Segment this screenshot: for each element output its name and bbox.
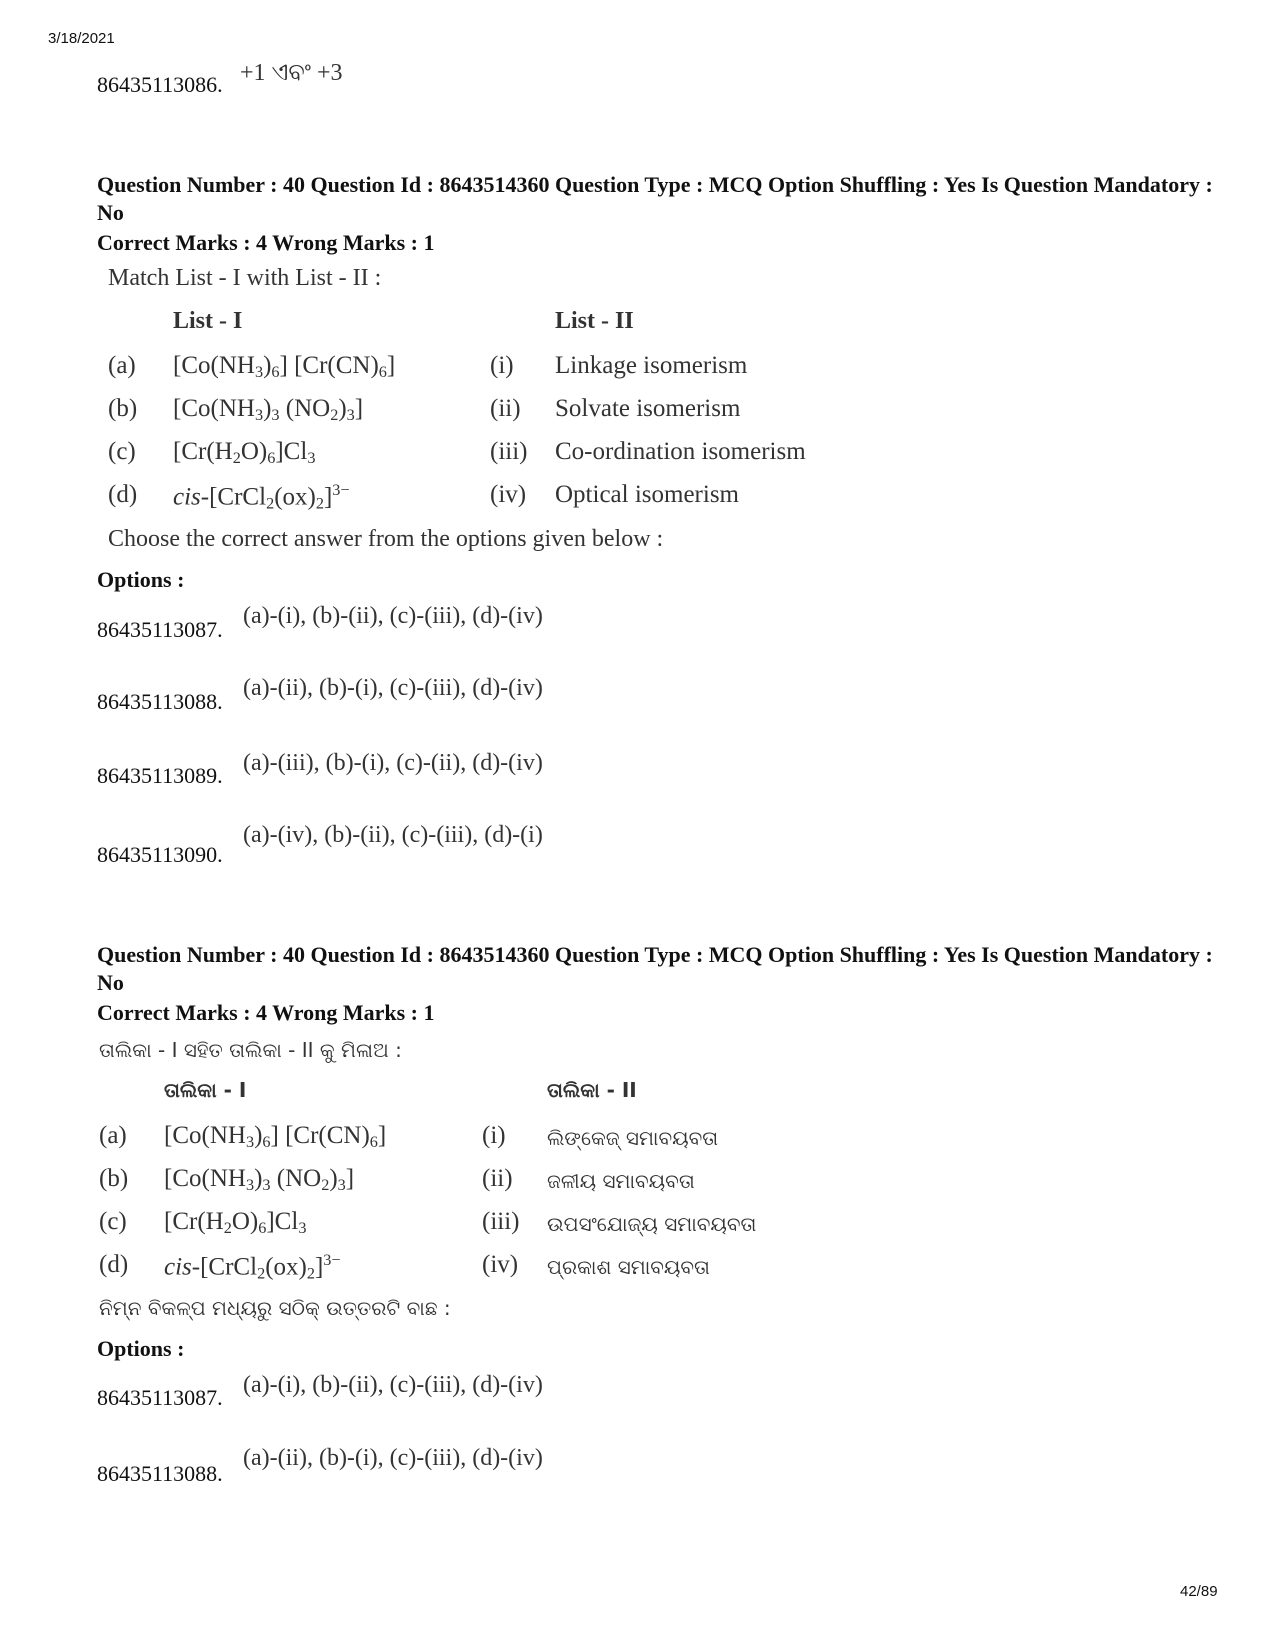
option-text: +1 ଏବଂ +3 [240,60,343,86]
row-roman: (iv) [490,481,527,508]
list-2-title: List - II [555,308,634,334]
row-label: (a) [99,1122,127,1149]
option-id: 86435113089. [97,763,223,788]
isomerism-type: Optical isomerism [555,481,739,508]
option-text: (a)-(i), (b)-(ii), (c)-(iii), (d)-(iv) [243,603,543,629]
compound-formula: $[Co(NH_3)_6]$ $[Cr(CN)_6]$ [164,1122,387,1152]
row-label: (c) [99,1208,127,1235]
option-id: 86435113086. [97,72,223,97]
list-1-title: List - I [173,308,243,334]
compound-formula: [$Co(NH_3)_3$ $(NO_2)_3$] [164,1165,355,1195]
question-marks: Correct Marks : 4 Wrong Marks : 1 [97,1000,435,1025]
isomerism-type: Linkage isomerism [555,352,748,379]
row-roman: (ii) [482,1165,513,1192]
row-label: (d) [99,1251,129,1278]
row-label: (b) [99,1165,129,1192]
question-header: Question Number : 40 Question Id : 8643514360 Question Type : MCQ Option Shuffling : Yes Is Question Mandatory : No [97,172,1213,225]
compound-formula: $[Cr(H_2O)_6]Cl_3$ [173,438,316,468]
question-prompt: ତାଲିକା - I ସହିତ ତାଲିକା - II କୁ ମିଳାଅ : [99,1038,402,1062]
question-prompt: Match List - I with List - II : [108,265,382,291]
isomerism-type: Co-ordination isomerism [555,438,806,465]
compound-formula: cis-$[CrCl_2(ox)_2]^{3-}$ [173,481,350,513]
row-label: (d) [108,481,138,508]
list-1-title: ତାଲିକା - I [164,1078,247,1102]
compound-formula: $[Cr(H_2O)_6]Cl_3$ [164,1208,307,1238]
option-text: (a)-(ii), (b)-(i), (c)-(iii), (d)-(iv) [243,1445,543,1471]
option-text: (a)-(i), (b)-(ii), (c)-(iii), (d)-(iv) [243,1372,543,1398]
compound-formula: cis-$[CrCl_2(ox)_2]^{3-}$ [164,1251,341,1283]
option-id: 86435113087. [97,617,223,642]
row-label: (a) [108,352,136,379]
row-roman: (i) [482,1122,506,1149]
row-roman: (iv) [482,1251,519,1278]
question-header: Question Number : 40 Question Id : 8643514360 Question Type : MCQ Option Shuffling : Yes Is Question Mandatory : No [97,942,1213,995]
isomerism-type: ପ୍ରକାଶ ସମାବୟବତା [547,1255,710,1279]
isomerism-type: Solvate isomerism [555,395,741,422]
question-marks: Correct Marks : 4 Wrong Marks : 1 [97,230,435,255]
compound-formula: [$Co(NH_3)_3$ $(NO_2)_3$] [173,395,364,425]
page-number: 42/89 [1180,1583,1218,1600]
isomerism-type: ଜଳୀୟ ସମାବୟବତା [547,1169,695,1193]
option-text: (a)-(iv), (b)-(ii), (c)-(iii), (d)-(i) [243,822,543,848]
row-roman: (ii) [490,395,521,422]
choose-instruction: Choose the correct answer from the options given below : [108,526,664,552]
option-id: 86435113087. [97,1385,223,1410]
option-text: (a)-(ii), (b)-(i), (c)-(iii), (d)-(iv) [243,675,543,701]
isomerism-type: ଉପସଂଯୋଜ୍ୟ ସମାବୟବତା [547,1212,757,1236]
option-id: 86435113088. [97,1461,223,1486]
choose-instruction: ନିମ୍ନ ବିକଳ୍ପ ମଧ୍ୟରୁ ସଠିକ୍ ଉତ୍ତରଟି ବାଛ : [99,1296,451,1320]
row-roman: (i) [490,352,514,379]
row-label: (b) [108,395,138,422]
option-id: 86435113088. [97,689,223,714]
option-id: 86435113090. [97,842,223,867]
print-date: 3/18/2021 [48,30,115,47]
row-roman: (iii) [490,438,528,465]
row-roman: (iii) [482,1208,520,1235]
options-label: Options : [97,567,185,592]
compound-formula: $[Co(NH_3)_6]$ $[Cr(CN)_6]$ [173,352,396,382]
list-2-title: ତାଲିକା - II [547,1078,637,1102]
options-label: Options : [97,1336,185,1361]
option-text: (a)-(iii), (b)-(i), (c)-(ii), (d)-(iv) [243,750,543,776]
isomerism-type: ଲିଙ୍କେଜ୍ ସମାବୟବତା [547,1126,719,1150]
row-label: (c) [108,438,136,465]
